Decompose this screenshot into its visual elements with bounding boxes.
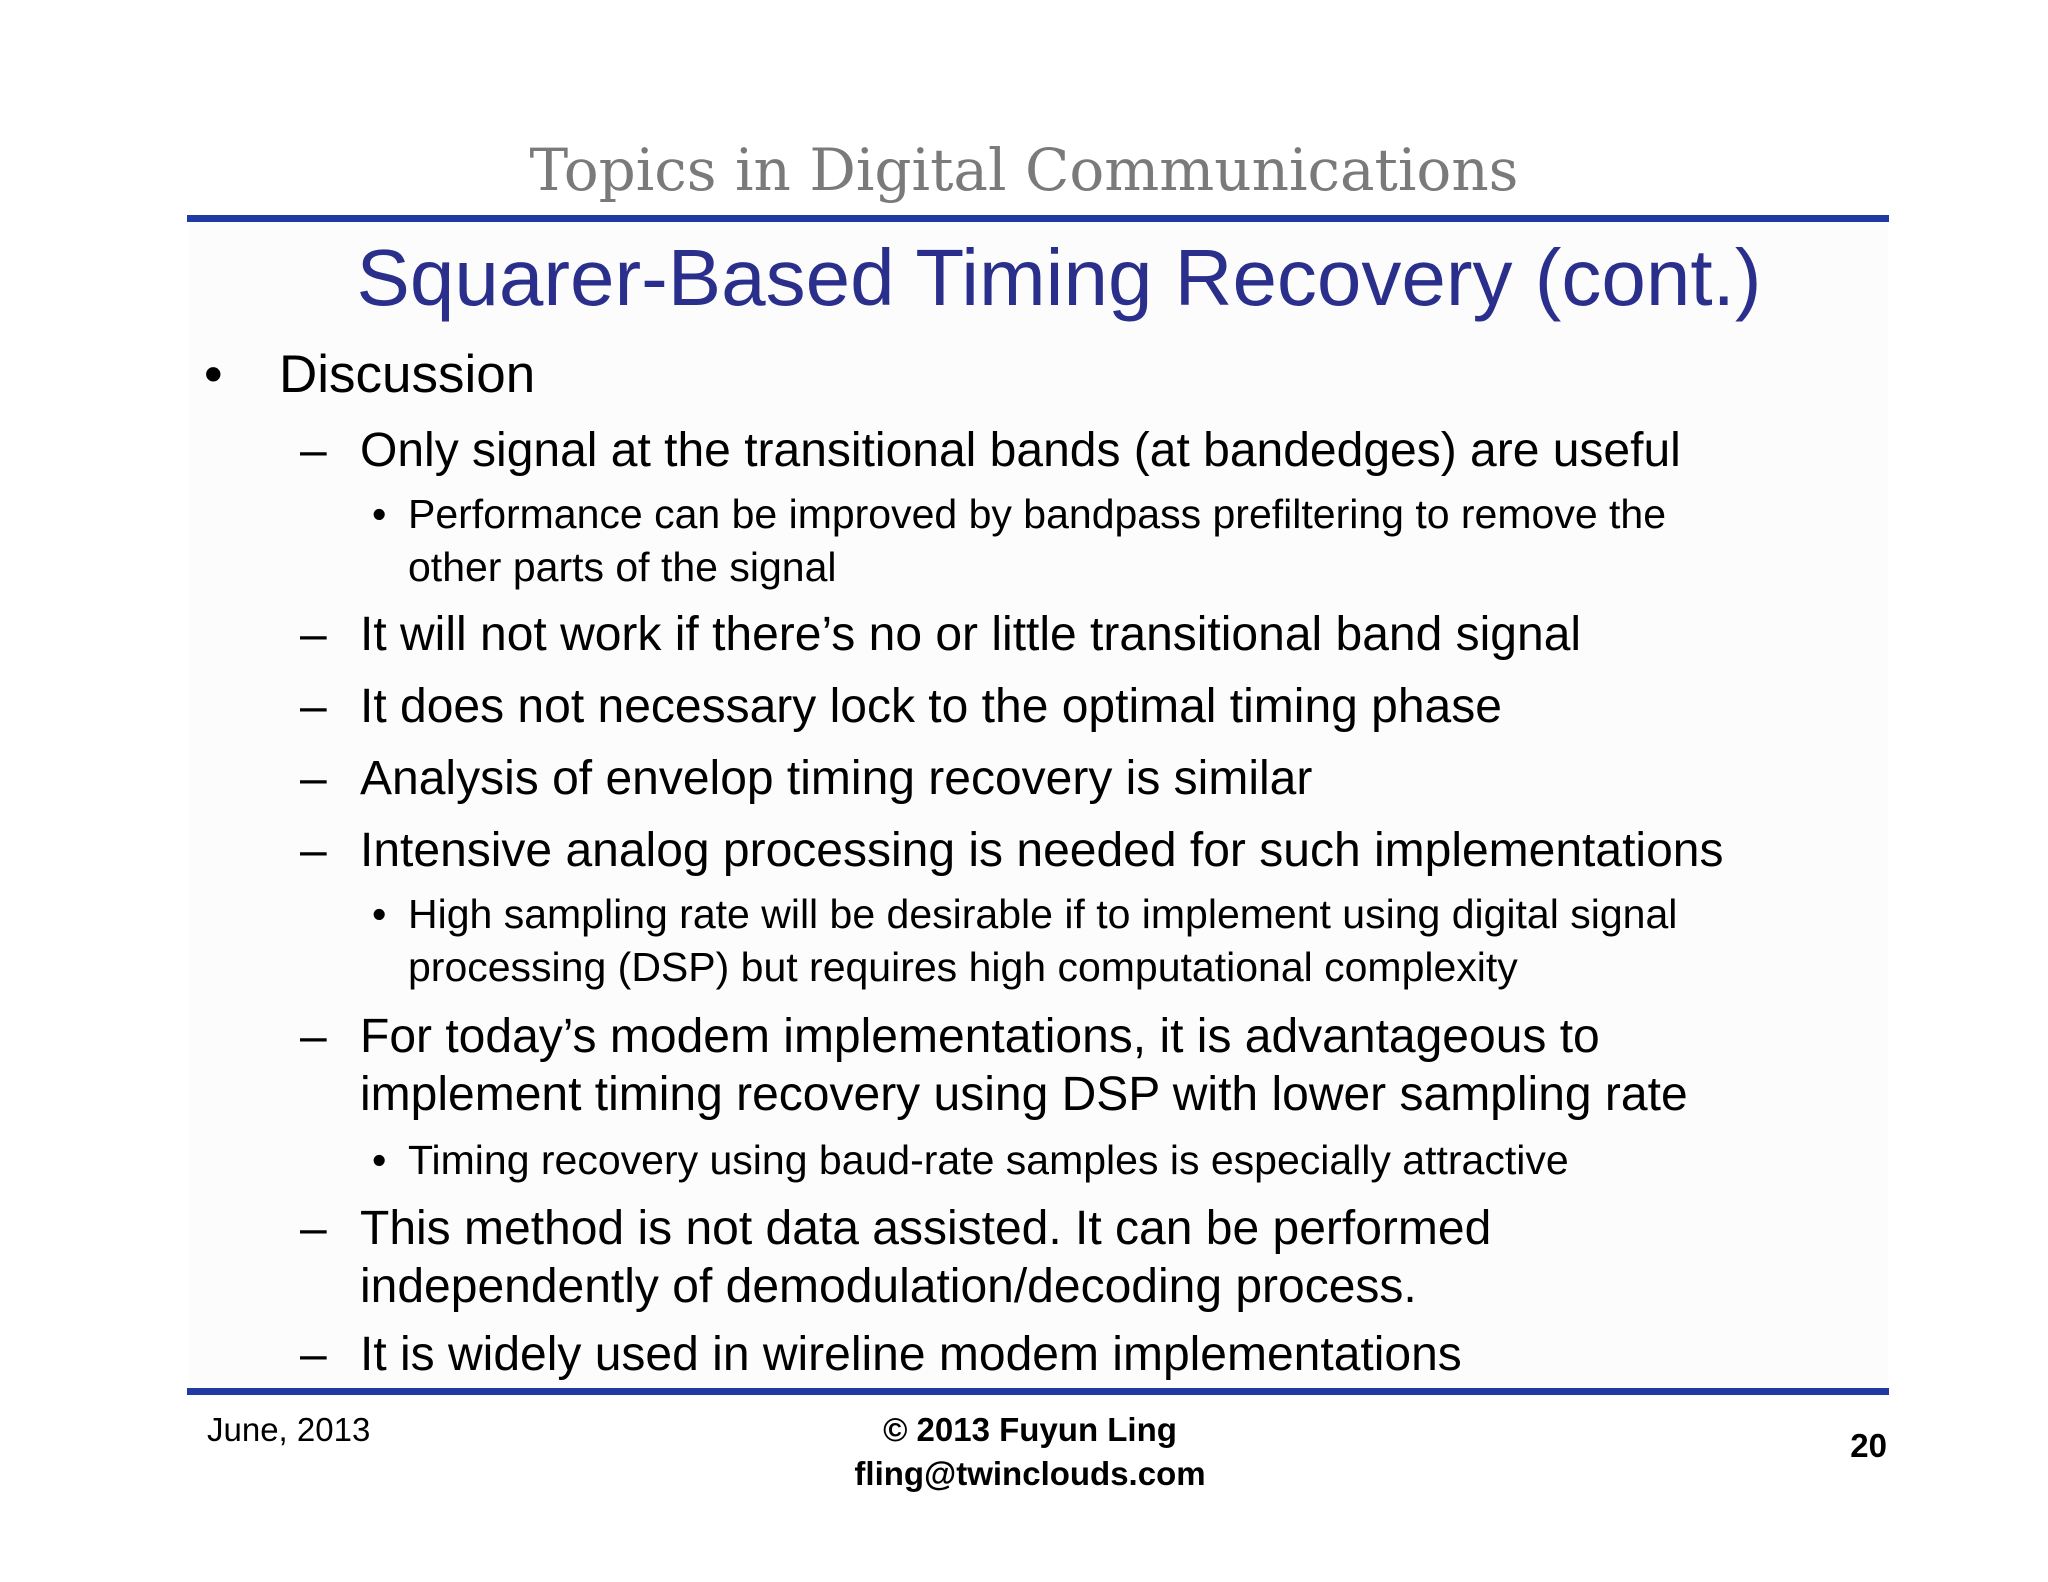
small-bullet-marker: • xyxy=(372,891,387,937)
slide-title: Squarer-Based Timing Recovery (cont.) xyxy=(356,233,1762,322)
detail-bullet-text-line2: other parts of the signal xyxy=(408,544,837,590)
small-bullet-marker: • xyxy=(372,491,387,537)
footer-date: June, 2013 xyxy=(207,1411,371,1448)
sub-bullet xyxy=(300,822,1723,880)
detail-bullet xyxy=(372,488,1666,594)
sub-bullet xyxy=(300,678,1502,736)
dash-marker: – xyxy=(300,424,327,477)
sub-bullet xyxy=(300,1326,1462,1384)
sub-bullet xyxy=(300,422,1681,480)
dash-marker: – xyxy=(300,1010,327,1063)
bullet-discussion xyxy=(204,346,535,404)
sub-bullet-text: Only signal at the transitional bands (at bandedges) are useful xyxy=(360,424,1681,477)
sub-bullet xyxy=(300,606,1581,664)
dash-marker: – xyxy=(300,680,327,733)
bullet-text: Discussion xyxy=(279,345,536,404)
page-number: 20 xyxy=(1850,1427,1887,1464)
detail-bullet xyxy=(372,888,1677,994)
detail-bullet-text-line1: High sampling rate will be desirable if to implement using digital signal xyxy=(408,891,1678,937)
sub-bullet-text: Intensive analog processing is needed for such implementations xyxy=(360,824,1724,877)
detail-bullet xyxy=(372,1134,1569,1187)
sub-bullet xyxy=(300,1008,1688,1124)
sub-bullet-text-line1: For today’s modem implementations, it is advantageous to xyxy=(360,1010,1600,1063)
small-bullet-marker: • xyxy=(372,1137,387,1183)
detail-bullet-text-line1: Performance can be improved by bandpass prefiltering to remove the xyxy=(408,491,1667,537)
sub-bullet-text: It will not work if there’s no or little transitional band signal xyxy=(360,608,1582,661)
detail-bullet-text: Timing recovery using baud-rate samples is especially attractive xyxy=(408,1137,1569,1183)
footer-copyright-block xyxy=(0,1408,2048,1496)
sub-bullet xyxy=(300,750,1312,808)
sub-bullet-text-line2: implement timing recovery using DSP with lower sampling rate xyxy=(360,1068,1688,1121)
course-title: Topics in Digital Communications xyxy=(529,136,1519,204)
dash-marker: – xyxy=(300,1202,327,1255)
bottom-divider xyxy=(187,1388,1889,1395)
dash-marker: – xyxy=(300,752,327,805)
sub-bullet-text-line2: independently of demodulation/decoding process. xyxy=(360,1260,1417,1313)
sub-bullet-text-line1: This method is not data assisted. It can be performed xyxy=(360,1202,1492,1255)
bullet-marker: • xyxy=(204,345,223,404)
sub-bullet-text: It does not necessary lock to the optimal timing phase xyxy=(360,680,1502,733)
dash-marker: – xyxy=(300,824,327,877)
footer-email: fling@twinclouds.com xyxy=(854,1455,1206,1492)
sub-bullet-text: Analysis of envelop timing recovery is similar xyxy=(360,752,1313,805)
dash-marker: – xyxy=(300,608,327,661)
sub-bullet-text: It is widely used in wireline modem implementations xyxy=(360,1328,1462,1381)
dash-marker: – xyxy=(300,1328,327,1381)
footer-copyright: © 2013 Fuyun Ling xyxy=(883,1411,1177,1448)
detail-bullet-text-line2: processing (DSP) but requires high computational complexity xyxy=(408,944,1518,990)
sub-bullet xyxy=(300,1200,1491,1316)
